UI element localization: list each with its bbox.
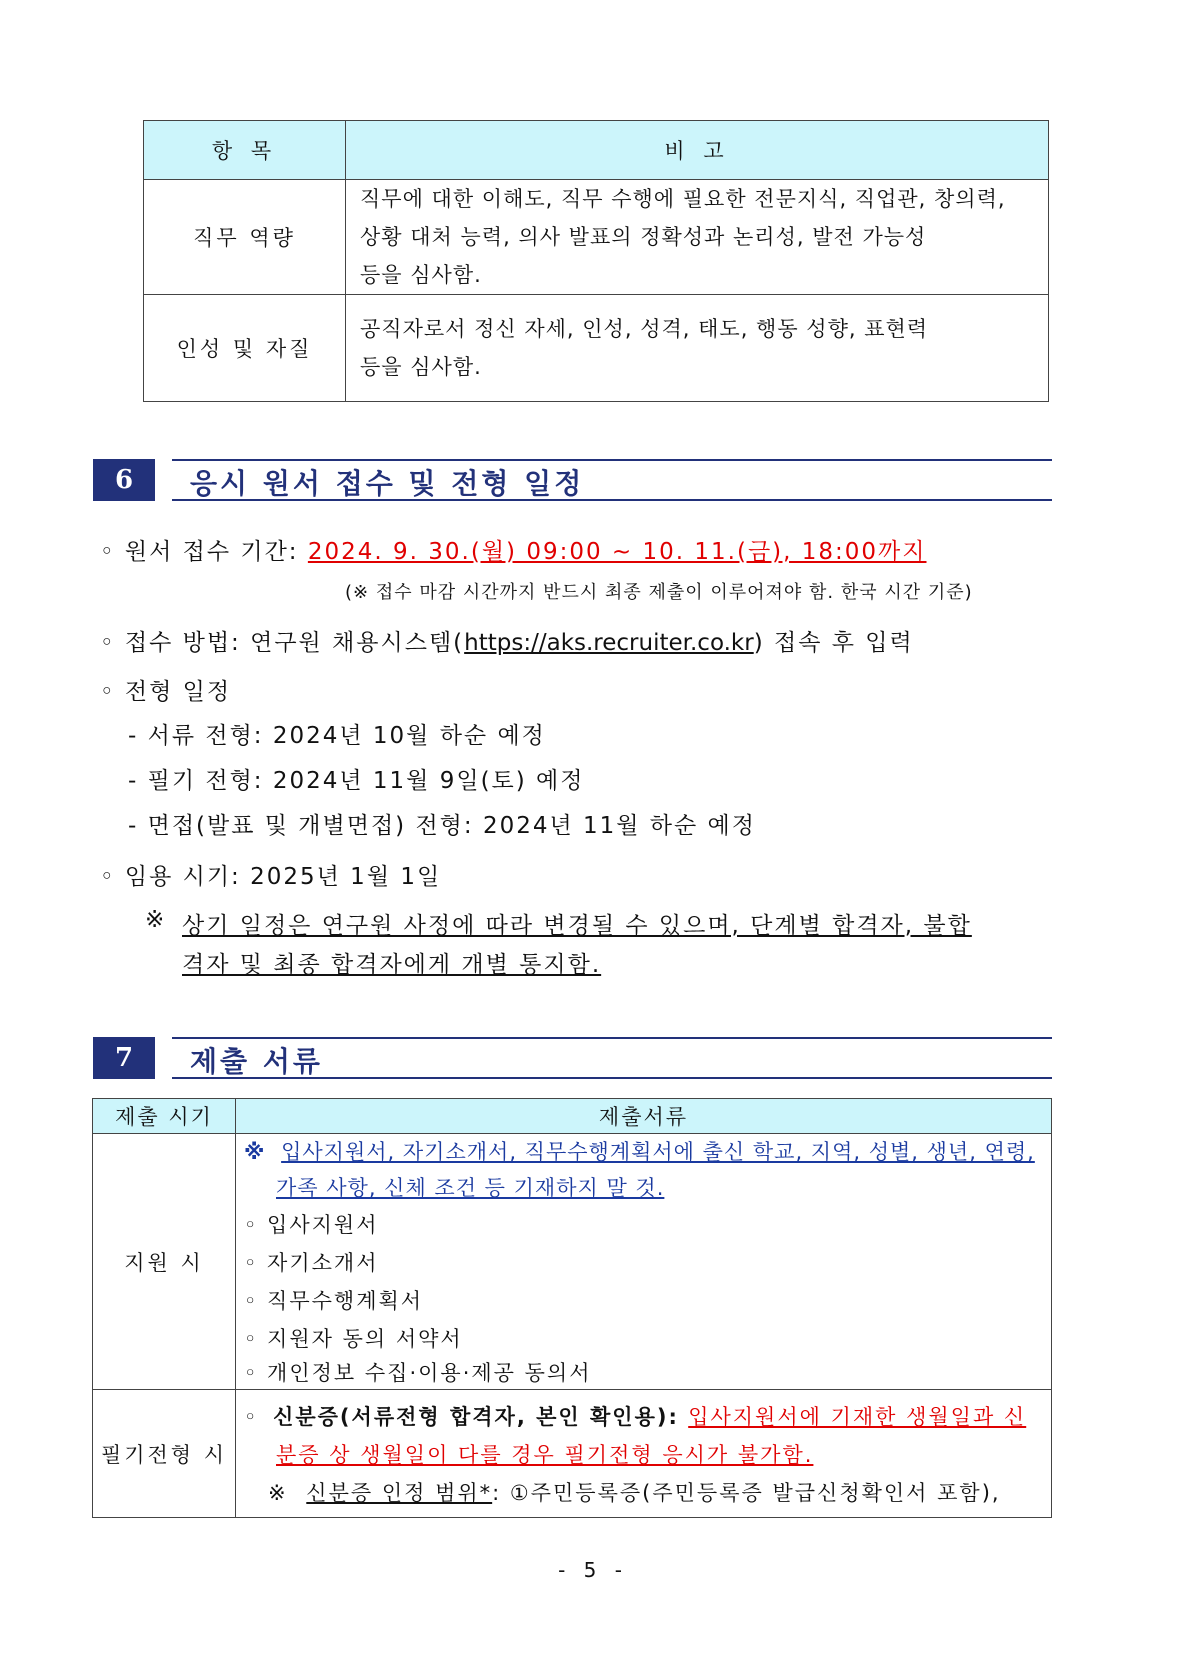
recruit-system-link[interactable]: https://aks.recruiter.co.kr xyxy=(464,630,754,656)
apply-note-mark: ※ xyxy=(244,1140,267,1164)
application-period-label: ◦ 원서 접수 기간: xyxy=(100,539,308,565)
appointment-date: ◦ 임용 시기: 2025년 1월 1일 xyxy=(100,864,442,890)
table-row xyxy=(93,1390,1052,1518)
list-item: ◦ 자기소개서 xyxy=(244,1251,379,1275)
docs-when-written: 필기전형 시 xyxy=(93,1390,236,1518)
apply-note xyxy=(244,1134,1051,1170)
application-period-note: (※ 접수 마감 시간까지 반드시 최종 제출이 이루어져야 함. 한국 시간 기준) xyxy=(345,582,973,603)
application-period xyxy=(100,533,927,566)
eval-description xyxy=(346,180,1049,295)
eval-desc-line: 등을 심사함. xyxy=(360,263,482,287)
eval-category: 직무 역량 xyxy=(144,180,346,295)
written-item-red: 입사지원서에 기재한 생월일과 신 xyxy=(688,1405,1027,1429)
written-item-cont xyxy=(244,1436,1051,1474)
docs-written-cell xyxy=(236,1390,1052,1518)
notice-line: 격자 및 최종 합격자에게 개별 통지함. xyxy=(182,952,602,978)
section-7-title: 제출 서류 xyxy=(190,1045,323,1078)
docs-apply-cell xyxy=(236,1134,1052,1390)
list-item: ◦ 직무수행계획서 xyxy=(244,1289,424,1313)
apply-note-cont xyxy=(244,1170,1051,1206)
docs-when-apply: 지원 시 xyxy=(93,1134,236,1390)
list-item: ◦ 지원자 동의 서약서 xyxy=(244,1327,463,1351)
eval-desc-line: 직무에 대한 이해도, 직무 수행에 필요한 전문지식, 직업관, 창의력, xyxy=(360,187,1006,211)
eval-header-row xyxy=(144,121,1049,180)
eval-header-item: 항 목 xyxy=(144,121,346,180)
section-7-number: 7 xyxy=(93,1037,155,1079)
table-row xyxy=(144,180,1049,295)
written-item xyxy=(244,1398,1051,1436)
list-item: ◦ 입사지원서 xyxy=(244,1213,379,1237)
docs-header-docs: 제출서류 xyxy=(236,1099,1052,1134)
schedule-item: - 서류 전형: 2024년 10월 하순 예정 xyxy=(128,723,546,749)
eval-desc-line: 상황 대처 능력, 의사 발표의 정확성과 논리성, 발전 가능성 xyxy=(360,225,927,249)
eval-description xyxy=(346,295,1049,402)
section-6-title: 응시 원서 접수 및 전형 일정 xyxy=(190,467,585,500)
id-note-label: 신분증 인정 범위* xyxy=(306,1481,493,1505)
written-bullet: ◦ xyxy=(244,1405,259,1429)
id-note xyxy=(244,1474,1051,1512)
apply-note-line: 가족 사항, 신체 조건 등 기재하지 말 것. xyxy=(276,1176,665,1200)
docs-header-when: 제출 시기 xyxy=(93,1099,236,1134)
id-note-mark: ※ xyxy=(268,1481,288,1505)
notice-line: 상기 일정은 연구원 사정에 따라 변경될 수 있으며, 단계별 합격자, 불합 xyxy=(182,913,972,939)
eval-desc-line: 등을 심사함. xyxy=(360,355,482,379)
application-period-value: 2024. 9. 30.(월) 09:00 ~ 10. 11.(금), 18:00까지 xyxy=(307,539,927,565)
id-note-rest: : ①주민등록증(주민등록증 발급신청확인서 포함), xyxy=(492,1481,1001,1505)
written-item-red: 분증 상 생월일이 다를 경우 필기전형 응시가 불가함. xyxy=(276,1443,814,1467)
table-row xyxy=(93,1134,1052,1390)
eval-header-remark: 비 고 xyxy=(346,121,1049,180)
written-item-bold: 신분증(서류전형 합격자, 본인 확인용): xyxy=(273,1405,689,1429)
schedule-item: - 필기 전형: 2024년 11월 9일(토) 예정 xyxy=(128,768,585,794)
eval-category: 인성 및 자질 xyxy=(144,295,346,402)
schedule-item: - 면접(발표 및 개별면접) 전형: 2024년 11월 하순 예정 xyxy=(128,813,756,839)
application-method-prefix: ◦ 접수 방법: 연구원 채용시스템( xyxy=(100,630,465,656)
list-item: ◦ 개인정보 수집·이용·제공 동의서 xyxy=(244,1361,592,1385)
application-method xyxy=(100,624,914,657)
apply-note-line: 입사지원서, 자기소개서, 직무수행계획서에 출신 학교, 지역, 성별, 생년, 연령, xyxy=(281,1140,1035,1164)
evaluation-table xyxy=(143,120,1049,402)
notice-mark: ※ xyxy=(145,907,167,933)
docs-header-row xyxy=(93,1099,1052,1134)
table-row xyxy=(144,295,1049,402)
documents-table xyxy=(92,1098,1052,1518)
page-number: - 5 - xyxy=(558,1558,628,1582)
eval-desc-line: 공직자로서 정신 자세, 인성, 성격, 태도, 행동 성향, 표현력 xyxy=(360,317,929,341)
section-6-number: 6 xyxy=(93,459,155,501)
application-method-suffix: ) 접속 후 입력 xyxy=(753,630,914,656)
schedule-label: ◦ 전형 일정 xyxy=(100,679,232,705)
